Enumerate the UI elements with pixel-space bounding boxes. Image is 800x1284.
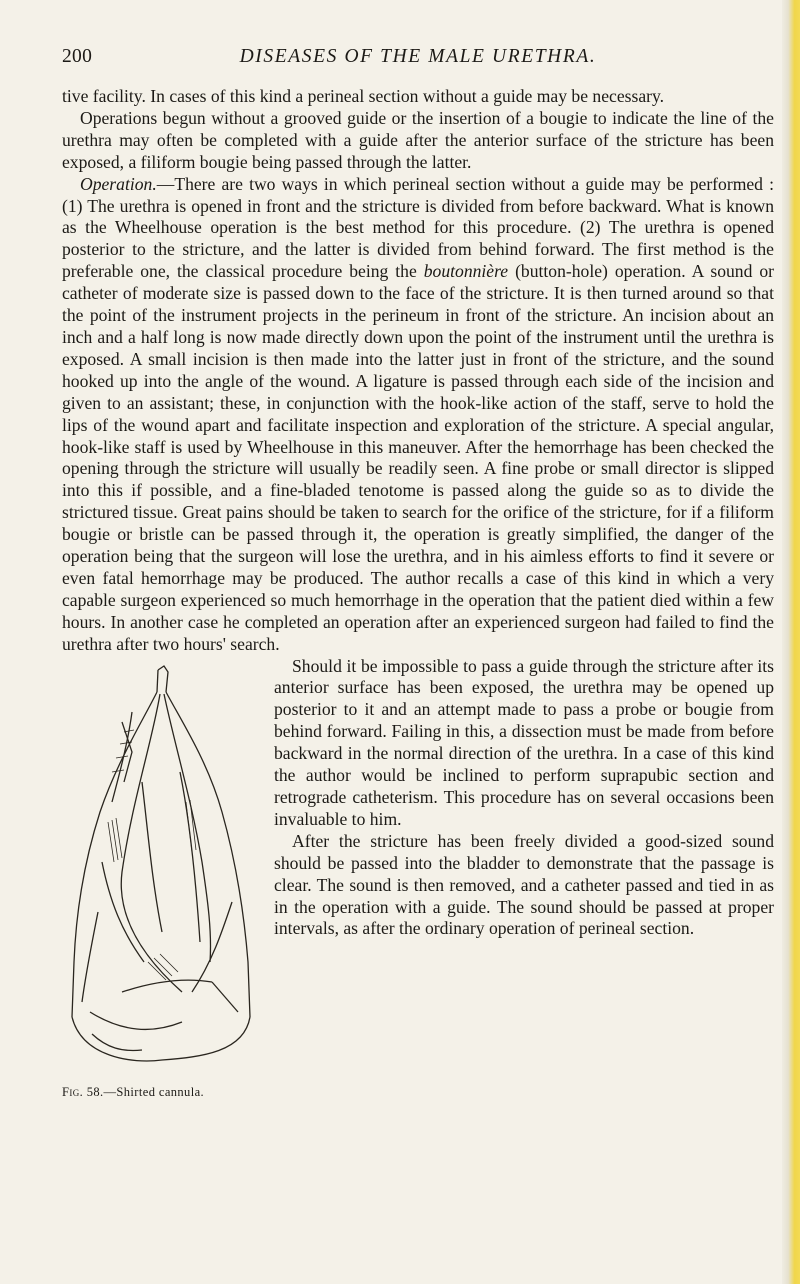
page-header — [62, 46, 774, 74]
paragraph — [62, 174, 774, 656]
paragraph-text: (button-hole) operation. A sound or catheter of moderate size is passed down to the face of the stricture. It is then turned around so that the point of the instrument projects in the perineum in front of the stricture. An incision about an inch and a half long is now made directly down upon the point of the instrument until the urethra is exposed. A small incision is then made into the latter just in front of the stricture, and the sound hooked up into the angle of the wound. A ligature is passed through each side of the incision and given to an assistant; these, in conjunction with the hook-like action of the staff, serve to hold the lips of the wound apart and facilitate inspection and exploration of the stricture. A special angular, hook-like staff is used by Wheelhouse in this maneuver. After the hemorrhage has been checked the opening through the stricture will usually be readily seen. A fine probe or small director is slipped into this if possible, and a fine-bladed tenotome is passed along the guide so as to divide the strictured tissue. Great pains should be taken to search for the orifice of the stricture, for if a filiform bougie or bristle can be passed through it, the operation is greatly simplified, the danger of the operation being that the surgeon will lose the urethra, and in his aimless efforts to find it severe or even fatal hemorrhage may be produced. The author recalls a case of this kind in which a very capable surgeon experienced so much hemorrhage in the operation that the patient died within a few hours. In another case he completed an operation after an experienced surgeon had failed to find the urethra after two hours' search. — [62, 261, 774, 654]
figure-label: Fig. 58. — [62, 1084, 104, 1099]
paragraph: Operations begun without a grooved guide or the insertion of a bougie to indicate the line of the urethra may often be completed with a guide after the anterior surface of the stricture has been exposed, a filiform bougie being passed through the latter. — [62, 107, 774, 172]
italic-term: boutonnière — [423, 261, 509, 282]
paragraph: tive facility. In cases of this kind a perineal section without a guide may be necessary. — [62, 86, 665, 106]
body-text — [62, 86, 774, 1099]
figure-58 — [62, 662, 264, 1102]
book-page — [62, 46, 774, 1104]
figure-caption-text: —Shirted cannula. — [103, 1084, 205, 1099]
section-label: Operation. — [80, 173, 157, 194]
page-number: 200 — [62, 46, 93, 67]
shirted-cannula-illustration — [62, 662, 264, 1072]
figure-caption — [62, 1082, 264, 1104]
paragraph: Should it be impossible to pass a guide through the stricture after its anterior surface has been exposed, the urethra may be opened up posterior to it and an attempt made to pass a probe or bougie from behind forward. Failing in this, a dissection must be made from before backward in the normal direction of the urethra. In a case of this kind the author would be inclined to perform suprapubic section and retrograde catheterism. This procedure has on several occasions been invaluable to him. — [274, 655, 774, 829]
paragraph: After the stricture has been freely divided a good-sized sound should be passed into the bladder to demonstrate that the passage is clear. The sound is then removed, and a catheter passed and tied in as in the operation with a guide. The sound should be passed at proper intervals, as after the ordinary operation of perineal section. — [274, 830, 774, 939]
paragraph-text: —There are two ways in which perineal section without a guide may be performed : (1) The urethra is opened in front and the stricture is divided from before backward. What is known as the Wheelhouse operation is the best method for this procedure. (2) The urethra is opened posterior to the stricture, and the latter is divided from behind forward. The first method is the preferable one, the classical procedure being the — [62, 173, 774, 282]
page-edge — [782, 0, 800, 1284]
running-title: DISEASES OF THE MALE URETHRA. — [239, 46, 597, 67]
